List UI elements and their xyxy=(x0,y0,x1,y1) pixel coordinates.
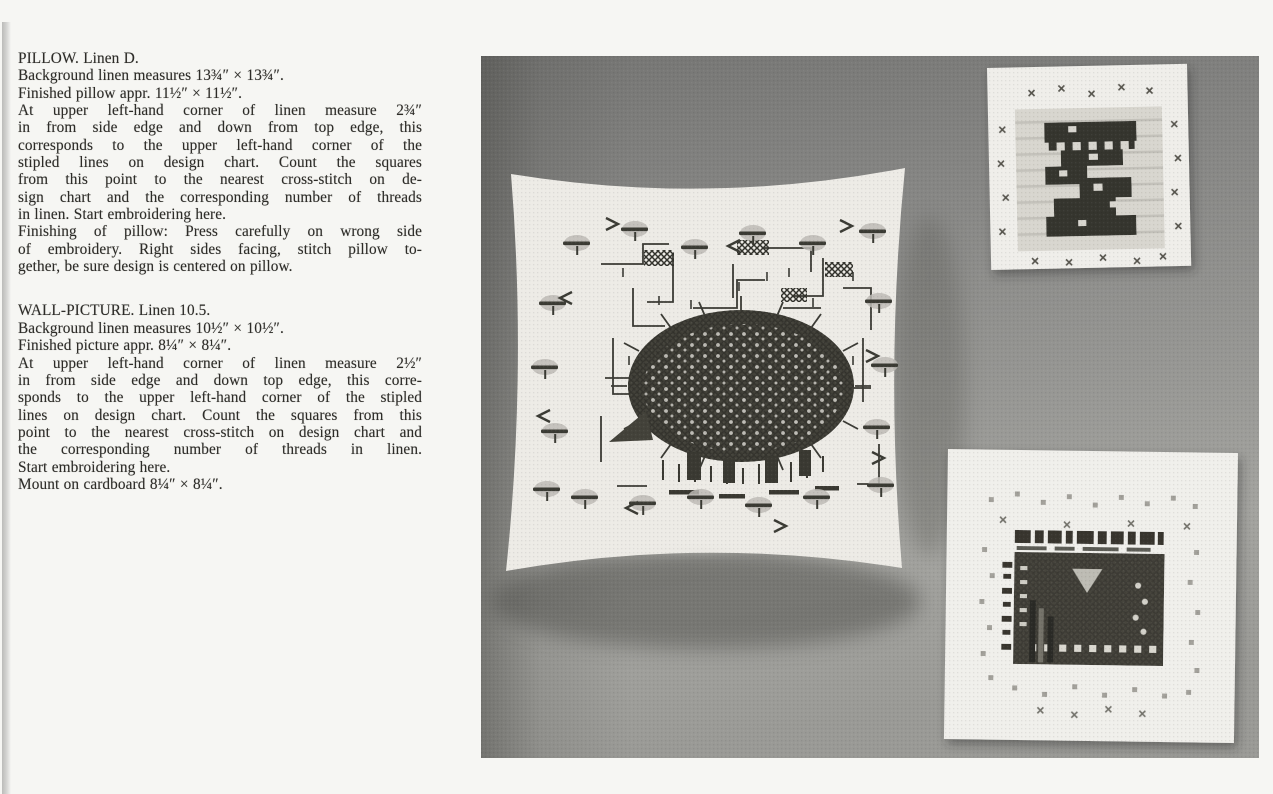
text-line: Background linen measures 13¾″ × 13¾″. xyxy=(18,67,284,85)
text-line: point to the nearest cross-stitch on design chart and xyxy=(18,423,422,441)
photo-grain-overlay xyxy=(481,56,1259,758)
text-line: gether, be sure design is centered on pillow. xyxy=(18,258,293,276)
text-line: sign chart and the corresponding number of threads xyxy=(18,188,422,206)
text-line: Finished pillow appr. 11½″ × 11½″. xyxy=(18,84,243,102)
text-line: At upper left-hand corner of linen measure 2½″ xyxy=(18,354,422,372)
text-line: lines on design chart. Count the squares from this xyxy=(18,406,422,424)
text-line: sponds to the upper left-hand corner of the stipled xyxy=(18,389,422,407)
text-line: Finishing of pillow: Press carefully on wrong side xyxy=(18,223,422,241)
text-line: Start embroidering here. xyxy=(18,458,171,476)
text-line: the corresponding number of threads in linen. xyxy=(18,441,422,459)
text-line: stipled lines on design chart. Count the squares xyxy=(18,154,422,172)
text-line: in linen. Start embroidering here. xyxy=(18,206,227,224)
text-line: At upper left-hand corner of linen measure 2¾″ xyxy=(18,102,422,120)
page-edge-shadow xyxy=(2,22,11,794)
text-line: in from side edge and down top edge, this corre- xyxy=(18,371,422,389)
section-heading: PILLOW. Linen D. xyxy=(18,50,139,67)
section-wall-picture xyxy=(18,302,422,493)
instructions-column xyxy=(18,50,422,493)
section-heading: WALL-PICTURE. Linen 10.5. xyxy=(18,302,211,320)
text-line: in from side edge and down from top edge, this xyxy=(18,119,422,137)
section-pillow xyxy=(18,50,422,275)
text-line: Background linen measures 10½″ × 10½″. xyxy=(18,319,284,337)
text-line: Mount on cardboard 8¼″ × 8¼″. xyxy=(18,475,223,493)
text-line: of embroidery. Right sides facing, stitch pillow to- xyxy=(18,240,422,258)
photograph xyxy=(481,56,1259,758)
text-line: corresponds to the upper left-hand corner of the xyxy=(18,136,422,154)
text-line: from this point to the nearest cross-stitch on de- xyxy=(18,171,422,189)
text-line: Finished picture appr. 8¼″ × 8¼″. xyxy=(18,337,232,355)
